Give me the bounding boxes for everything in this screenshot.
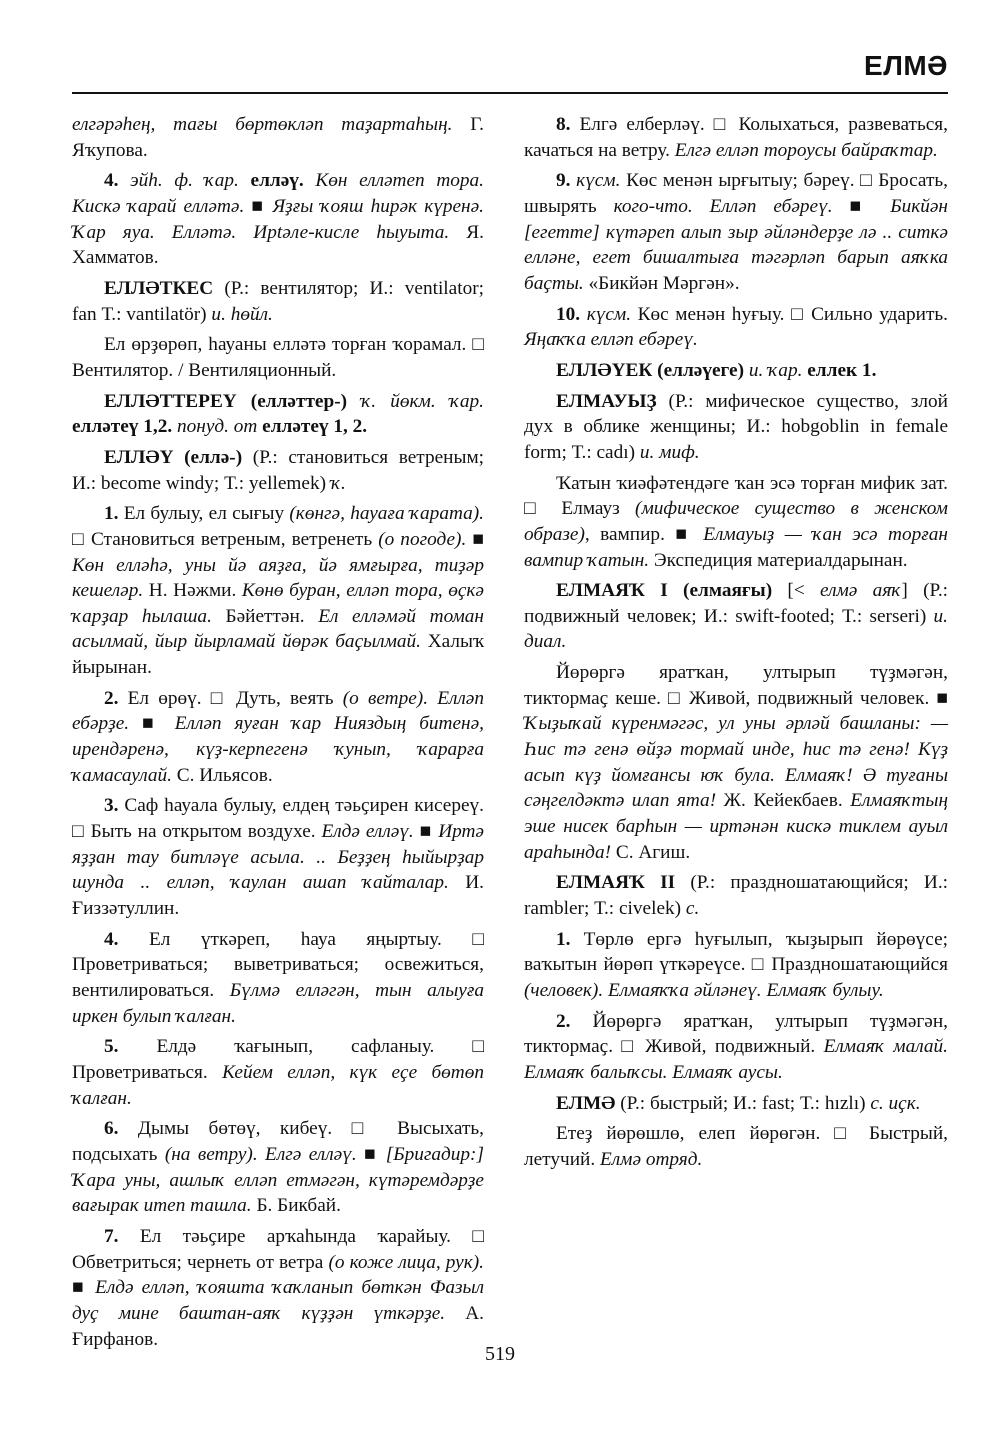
italic-run: Елдә елләү. [321,821,414,843]
italic-run: (на ветру). Елгә елләү. [164,1143,357,1165]
dictionary-paragraph [524,112,948,163]
text-run: Ел үткәреп, һауа яңыртыу. □ Проветриваться; выветриваться; освежиться, вентилироваться. [72,928,484,1001]
dictionary-paragraph [524,358,948,384]
dictionary-paragraph [72,1224,484,1352]
bold-run: 6. [104,1118,119,1140]
italic-run: и. миф. [639,441,700,463]
italic-run: Бүлмә елләгән, тын алыуға иркен булып ҡалған. [72,980,484,1027]
text-run: Елгә елберләү. □ Колыхаться, развеваться, качаться на ветру. [524,114,948,161]
text-run: Көс менән һуғыу. □ Сильно ударить. [631,303,948,325]
running-head: ЕЛМӘ [864,50,948,81]
dictionary-paragraph [524,389,948,466]
dictionary-paragraph [72,793,484,921]
text-run: Н. Нәжми. [143,580,242,602]
dictionary-paragraph [72,168,484,271]
italic-run: (мифическое существо в женском образе) [524,498,948,545]
dictionary-paragraph [524,870,948,921]
bold-run: ЕЛМАЯҠ II [556,872,676,894]
italic-run: (көнгә, һауаға ҡарата). [289,503,484,525]
bold-run: 10. [556,303,581,325]
left-column [72,112,484,1357]
text-run: С. Ильясов. [171,764,273,786]
dictionary-paragraph [524,578,948,655]
bold-run: 1. [556,928,571,950]
italic-run: Елмаяҡ малай. Елмаяҡ балыҡсы. Елмаяҡ аусы. [524,1036,948,1083]
text-run: (Р.: мифическое существо, злой дух в облике женщины; И.: hobgoblin in female form; Т.: cadı) [524,390,948,463]
text-run: Г. Яҡупова. [72,114,484,161]
text-run: С. Агиш. [611,841,691,863]
bold-run: 5. [104,1036,119,1058]
text-run: (Р.: вентилятор; И.: ventilator; fan Т.: vantilatör) [72,277,484,325]
italic-run: (о ветре). Елләп ебәрҙе. [72,687,485,735]
italic-run: Елмә отряд. [599,1148,703,1170]
italic-run: Яңаҡҡа елләп ебәреү. [524,329,698,351]
text-run: Көс менән ырғытыу; бәреү. □ Бросать, швырять [524,170,948,217]
bold-run: ЕЛМАЯҠ I (елмаяғы) [556,580,773,602]
italic-run: с. [685,898,700,920]
dictionary-paragraph [524,1121,948,1172]
text-run: ■ [413,821,439,843]
italic-run: кого-что. Елләп ебәреү. [613,195,833,217]
text-run: А. Ғирфанов. [72,1302,484,1350]
dictionary-paragraph [72,276,484,327]
bold-run: ЕЛЛӘТТЕРЕҮ (елләттер-) [104,390,348,412]
italic-run: Ел елләмәй томан асылмай, йыр йырламай йөрәк баҫылмай. [72,605,484,653]
dictionary-paragraph [72,927,484,1030]
italic-run: понуд. от [177,416,258,438]
italic-run: Кейем елләп, күк еҫе бөтөп ҡалған. [72,1061,484,1109]
text-run: ] (Р.: подвижный человек; И.: swift-footed; Т.: serseri) [524,580,948,627]
dictionary-paragraph [72,1034,484,1111]
text-run [118,170,130,191]
bold-run: елләү. [250,170,304,192]
dictionary-paragraph [524,1009,948,1086]
bold-run: 9. [556,170,571,192]
text-run [239,170,251,191]
bold-run: ЕЛЛӘТКЕС [104,277,214,299]
italic-run: и. һөйл. [211,303,273,325]
dictionary-paragraph [524,471,948,574]
text-run: Халыҡ йырынан. [72,631,484,679]
text-run: Я. Хамматов. [72,221,484,269]
text-run: ■ [244,195,273,217]
text-run [347,391,361,412]
italic-run: күсм. [576,170,621,192]
italic-run: Елгә елләп тороусы байраҡтар. [674,139,938,161]
italic-run: (человек). Елмаяҡҡа әйләнеү. Елмаяҡ булыу. [524,980,884,1001]
bold-run: елләтеү 1,2. [72,416,173,438]
dictionary-paragraph [72,1116,484,1219]
bold-run: елләтеү 1, 2. [262,416,368,438]
italic-run: Елмауыҙ — ҡан эсә торған вампир ҡатын. [524,523,948,571]
italic-run: и. ҡар. [748,359,803,381]
italic-run: Көн еллəтеп тора. Кискә ҡарай елләтә. [72,170,484,217]
text-run: ■ [356,1143,386,1165]
bold-run: 2. [104,687,119,709]
italic-run: (о коже лица, рук). [328,1251,485,1273]
italic-run: [Бригадир:] Ҡара уны, ашлыҡ елләп етмәгән, күтәремдәрҙе вағырак итеп ташла. [72,1143,484,1217]
text-run: Дымы бөтөү, кибеү. □ Высыхать, подсыхать [72,1118,484,1165]
bold-run: 7. [104,1225,119,1247]
bold-run: 8. [556,114,571,135]
text-run: ■ [832,195,891,217]
text-run: Етеҙ йөрөшлө, елеп йөрөгән. □ Быстрый, летучий. [524,1123,948,1170]
bold-run: 3. [104,795,119,817]
header-rule [72,92,948,94]
text-run: ■ [466,528,484,550]
dictionary-paragraph [524,302,948,353]
text-run: Ж. Кейекбаев. [716,790,851,812]
text-run: ■ [72,1277,96,1299]
text-run: Саф һауала булыу, елдең тәьҫирен кисереү. □ Быть на открытом воздухе. [72,795,484,843]
text-run: Ел тәьҫире арҡаһында ҡарайыу. □ Обветриться; чернеть от ветра [72,1225,484,1273]
text-run: И. Ғиззәтуллин. [72,872,484,920]
dictionary-paragraph [72,445,484,496]
dictionary-paragraph [524,927,948,1004]
text-run: Ел өрөү. □ Дуть, веять [118,687,343,709]
italic-run: елмә аяҡ [820,580,902,602]
dictionary-paragraph [72,332,484,383]
text-run: Елдә ҡағынып, сафланыу. □ Проветриваться. [72,1036,484,1083]
italic-run: с. иҫк. [870,1092,921,1114]
text-run: ■ [129,713,175,735]
dictionary-paragraph [524,168,948,296]
page-number: 519 [485,1343,515,1365]
bold-run: ЕЛЛӘҮ (еллә-) [104,446,243,468]
bold-run: 4. [104,928,119,950]
text-run: Экспедиция материалдарынан. [649,549,908,571]
text-run: Йөрөргә яратҡан, ултырып түҙмәгән, тиктормаҫ кеше. □ Живой, подвижный человек. ■ [524,662,948,709]
italic-run: Яҙғы ҡояш һирәк күренә. Ҡар яуа. Елләтә. Ирtәле-кисле һыуыта. [72,195,484,243]
text-run: Ел булыу, ел сығыу [118,503,290,525]
italic-run: (о погоде). [378,528,467,550]
italic-run: Ҡыҙыҡай күренмәгәс, ул уны әрләй башланы: — Һис тә генә өйҙә тормай инде, һис тә генә! Күҙ асып күҙ йомғансы юҡ була. Елмаяҡ! Ә туғаны сәңгелдәктә илап ята! [524,713,948,812]
text-run: «Бикйән Мәргән». [583,272,740,294]
dictionary-paragraph [72,501,484,681]
dictionary-paragraph [524,1091,948,1117]
text-run: Йөрөргә яратҡан, ултырып түҙмәгән, тиктормаҫ. □ Живой, подвижный. [524,1010,948,1058]
text-run: Б. Бикбай. [251,1195,341,1217]
text-run: □ Становиться ветреным, ветренеть [72,528,379,550]
text-run: Ел өрҙөрөп, һауаны елләтә торған ҡорамал. □ Вентилятор. / Вентиляционный. [72,334,484,381]
italic-run: Көнө буран, еллəп тора, өҫкә ҡарҙар һылаша. [72,580,484,627]
text-run [580,304,587,325]
text-run: [< [772,580,820,602]
bold-run: ЕЛЛӘҮЕК (елләүеге) [556,359,745,381]
bold-run: 4. [104,170,119,192]
italic-run: и. диал. [524,605,948,653]
dictionary-paragraph [72,389,484,440]
bold-run: 1. [104,503,119,525]
text-run: , вампир. ■ [584,523,704,545]
italic-run: эйһ. ф. ҡар. [130,170,239,192]
italic-run: Елләп яуған ҡар Нияздың битенә, ирендәренә, күҙ-керпегенә ҡунып, ҡарарға ҡамасаулай. [72,713,484,786]
text-run: (Р.: быстрый; И.: fast; Т.: hızlı) [615,1092,871,1114]
italic-run: Иртә яҙҙан тау битләүе асыла. .. Беҙҙең һыйырҙар шунда .. елләп, ҡаулан ашап ҡайталар. [72,821,484,894]
text-run: (Р.: праздношатающийся; И.: rambler; Т.: civelek) [524,872,949,920]
italic-run: Бикйән [егетте] күтәреп алып зыр әйләндерҙе лә .. ситкә елләне, егет бишалтығa тәгәрләп барып аяҡка баҫты. [524,195,948,294]
bold-run: еллек 1. [807,359,877,381]
text-run: Ҡатын ҡиәфәтендәге ҡан эсә торған мифик зат. □ Елмауз [524,472,948,520]
bold-run: ЕЛМАУЫҘ [556,390,657,412]
italic-run: Елмаяҡтың эше нисек барһын — иртәнән кискә тиклем ауыл араһында! [524,790,949,863]
italic-run: Көн елләһә, уны йә аяҙға, йә ямғырға, тиҙәр кешеләр. [72,554,484,602]
dictionary-paragraph [524,660,948,865]
dictionary-paragraph [72,112,484,163]
italic-run: ҡ. [330,472,346,494]
italic-run: Елдә елләп, ҡояшта ҡаҡланып бөткән Фазыл дуҫ мине баштан-аяҡ күҙҙән үткәрҙе. [72,1277,484,1324]
italic-run: күсм. [586,303,632,325]
text-run: Бәйеттән. [211,605,319,627]
right-column [524,112,948,1178]
italic-run: ҡ. йөкм. ҡар. [361,390,484,412]
text-run: Төрлө ергә һуғылып, ҡыҙырып йөрөүсе; ваҡытын йөрөп үткәреүсе. □ Праздношатающийся [524,928,948,976]
bold-run: 2. [556,1010,571,1032]
text-run: (Р.: становиться ветреным; И.: become windy; Т.: yellemek) [72,446,484,494]
dictionary-paragraph [72,686,484,789]
text-run [304,170,316,191]
italic-run: елгәрәһең, тағы бөртөкләп таҙартаһың. [72,114,453,135]
bold-run: ЕЛМӘ [556,1092,616,1114]
